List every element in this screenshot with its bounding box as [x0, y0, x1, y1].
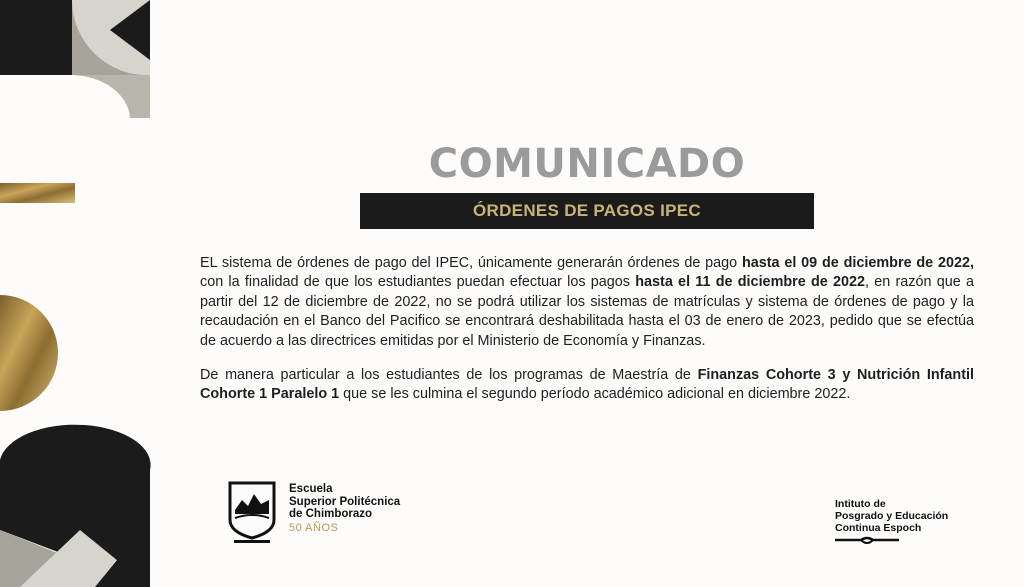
- text-span: EL sistema de órdenes de pago del IPEC, únicamente generarán órdenes de pago: [200, 255, 742, 271]
- gray-arc-shape: [72, 75, 150, 118]
- book-icon: [835, 536, 899, 546]
- ipec-line-3: Continua Espoch: [835, 522, 922, 534]
- espoch-logo-text: [289, 483, 400, 521]
- text-span: que se les culmina el segundo período académico adicional en diciembre 2022.: [339, 386, 851, 403]
- subtitle-band: ÓRDENES DE PAGOS IPEC: [360, 193, 814, 229]
- espoch-line-3: de Chimborazo: [289, 508, 373, 520]
- ipec-line-1: Intituto de: [835, 498, 886, 510]
- text-span: con la finalidad de que los estudiantes puedan efectuar los pagos: [200, 274, 636, 291]
- espoch-line-2: Superior Politécnica: [289, 495, 401, 508]
- bold-date-2: hasta el 11 de diciembre de 2022: [635, 274, 866, 291]
- bold-programs: Finanzas Cohorte 3 y Nutrición Infantil Cohorte 1 Paralelo 1: [200, 367, 974, 403]
- gold-bar-shape: [0, 183, 75, 203]
- ipec-logo-text: [835, 498, 948, 534]
- espoch-shield-icon: [226, 480, 278, 546]
- decorative-shapes: [0, 0, 160, 587]
- paragraph-1: [200, 254, 974, 351]
- page-title: COMUNICADO: [428, 141, 746, 187]
- text-span: De manera particular a los estudiantes de los programas de Maestría de: [200, 367, 698, 383]
- gold-half-circle-shape: [0, 295, 58, 411]
- text-span: , en razón que a partir del 12 de diciembre de 2022, no se podrá utilizar los sistemas de matrículas y sistema de órdenes de pago y la recaudación en el Banco del Pacifico se encontrará deshabilitada hasta el 03 de enero de 2023, pedido que se efectúa de acuerdo a las directrices emitidas por el Ministerio de Economía y Finanzas.: [200, 274, 974, 349]
- espoch-line-1: Escuela: [289, 483, 333, 495]
- black-square-shape: [0, 0, 72, 75]
- ipec-line-2: Posgrado y Educación: [835, 510, 949, 522]
- bold-date-1: hasta el 09 de diciembre de 2022,: [741, 255, 974, 271]
- paragraph-2: [200, 366, 974, 405]
- espoch-anniversary: 50 AÑOS: [289, 522, 339, 534]
